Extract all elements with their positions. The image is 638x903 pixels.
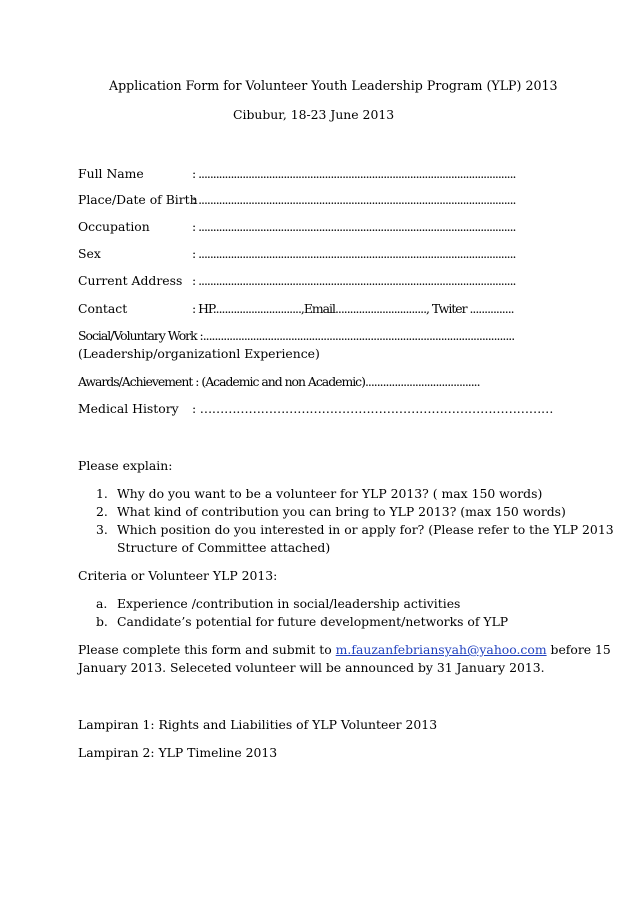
field-blank-birth: : ............................................................................................................ <box>192 192 516 207</box>
criteria-item-letter: a. <box>96 596 108 611</box>
criteria-heading: Criteria or Volunteer YLP 2013: <box>78 568 278 583</box>
submit-text-pre: Please complete this form and submit to <box>78 642 336 657</box>
explain-item-number: 3. <box>96 522 108 537</box>
explain-heading: Please explain: <box>78 458 173 473</box>
criteria-item-letter: b. <box>96 614 108 629</box>
awards-line: Awards/Achievement : (Academic and non Academic)....................................... <box>78 374 480 389</box>
explain-item-number: 2. <box>96 504 108 519</box>
field-label-birth: Place/Date of Birth <box>78 192 198 207</box>
lampiran-1: Lampiran 1: Rights and Liabilities of YLP Volunteer 2013 <box>78 717 438 732</box>
criteria-item: Experience /contribution in social/leadership activities <box>117 596 461 611</box>
field-blank-full-name: : ............................................................................................................ <box>192 166 516 181</box>
explain-item-continuation: Structure of Committee attached) <box>117 540 331 555</box>
field-blank-address: : ............................................................................................................ <box>192 273 516 288</box>
field-label-sex: Sex <box>78 246 101 261</box>
submit-text-post: before 15 <box>546 642 611 657</box>
submit-line-2: January 2013. Seleceted volunteer will be announced by 31 January 2013. <box>78 660 545 675</box>
criteria-item: Candidate’s potential for future development/networks of YLP <box>117 614 509 629</box>
explain-item-number: 1. <box>96 486 108 501</box>
form-subtitle: Cibubur, 18-23 June 2013 <box>233 107 395 122</box>
field-label-contact: Contact <box>78 301 128 316</box>
field-blank-medical: : …………………………………………………………………………… <box>192 401 554 416</box>
explain-item: Which position do you interested in or apply for? (Please refer to the YLP 2013 <box>117 522 614 537</box>
field-label-address: Current Address <box>78 273 183 288</box>
form-title: Application Form for Volunteer Youth Leadership Program (YLP) 2013 <box>109 78 558 93</box>
field-label-medical: Medical History <box>78 401 179 416</box>
field-label-occupation: Occupation <box>78 219 150 234</box>
social-work-line: Social/Voluntary Work :.......................................................................................................... <box>78 328 515 343</box>
lampiran-2: Lampiran 2: YLP Timeline 2013 <box>78 745 278 760</box>
field-label-full-name: Full Name <box>78 166 144 181</box>
field-blank-contact: : HP..............................,Email..............................., Twiter ............... <box>192 301 514 316</box>
field-blank-sex: : ............................................................................................................ <box>192 246 516 261</box>
email-link[interactable]: m.fauzanfebriansyah@yahoo.com <box>335 642 547 657</box>
explain-item: What kind of contribution you can bring to YLP 2013? (max 150 words) <box>117 504 566 519</box>
submit-line <box>78 643 611 657</box>
explain-item: Why do you want to be a volunteer for YLP 2013? ( max 150 words) <box>117 486 543 501</box>
social-work-note: (Leadership/organizationl Experience) <box>78 346 320 361</box>
field-blank-occupation: : ............................................................................................................ <box>192 219 516 234</box>
